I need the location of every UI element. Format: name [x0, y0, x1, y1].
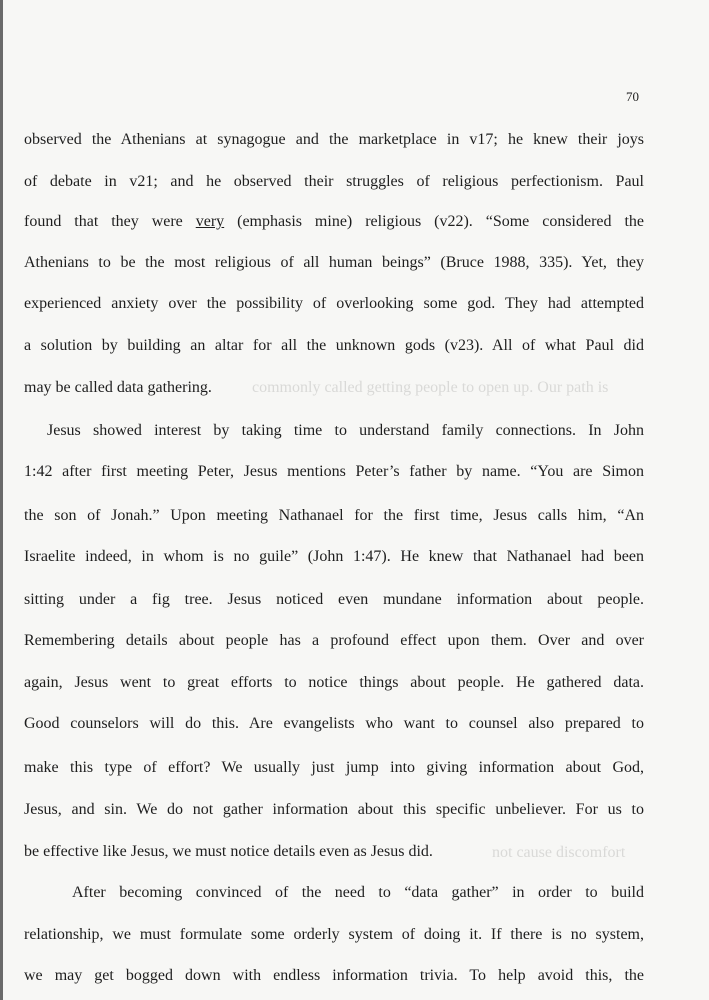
body-line: observed the Athenians at synagogue and the marketplace in v17; he knew their joys — [24, 131, 644, 148]
body-line: of debate in v21; and he observed their struggles of religious perfectionism. Paul — [24, 173, 644, 190]
bleed-through-text: commonly called getting people to open up. Our path is — [252, 379, 609, 396]
body-line: a solution by building an altar for all the unknown gods (v23). All of what Paul did — [24, 337, 644, 354]
text-segment: (emphasis mine) religious (v22). “Some considered the — [224, 213, 645, 230]
bleed-through-text: not cause discomfort — [492, 844, 626, 861]
body-line: Athenians to be the most religious of all human beings” (Bruce 1988, 335). Yet, they — [24, 254, 644, 271]
body-line: 1:42 after first meeting Peter, Jesus mentions Peter’s father by name. “You are Simon — [24, 463, 644, 480]
paragraph-first-line: After becoming convinced of the need to “data gather” in order to build — [72, 884, 644, 901]
body-line: again, Jesus went to great efforts to notice things about people. He gathered data. — [24, 674, 644, 691]
body-line: may be called data gathering. — [24, 379, 212, 396]
emphasis-word: very — [195, 213, 225, 230]
body-line: make this type of effort? We usually just jump into giving information about God, — [24, 759, 644, 776]
paragraph-first-line: Jesus showed interest by taking time to understand family connections. In John — [47, 422, 644, 439]
body-line: sitting under a fig tree. Jesus noticed even mundane information about people. — [24, 591, 644, 608]
body-line — [24, 212, 644, 232]
scan-edge — [0, 0, 3, 1000]
body-line: be effective like Jesus, we must notice details even as Jesus did. — [24, 843, 433, 860]
text-segment: found that they were — [24, 213, 196, 230]
body-line: Israelite indeed, in whom is no guile” (John 1:47). He knew that Nathanael had been — [24, 548, 644, 565]
page-number: 70 — [626, 89, 639, 104]
body-line: Jesus, and sin. We do not gather information about this specific unbeliever. For us to — [24, 801, 644, 818]
body-line: relationship, we must formulate some orderly system of doing it. If there is no system, — [24, 926, 644, 943]
body-line: Good counselors will do this. Are evangelists who want to counsel also prepared to — [24, 715, 644, 732]
body-line: Remembering details about people has a profound effect upon them. Over and over — [24, 632, 644, 649]
body-line: experienced anxiety over the possibility of overlooking some god. They had attempted — [24, 295, 644, 312]
body-line: we may get bogged down with endless information trivia. To help avoid this, the — [24, 967, 644, 984]
body-line: the son of Jonah.” Upon meeting Nathanael for the first time, Jesus calls him, “An — [24, 507, 644, 524]
